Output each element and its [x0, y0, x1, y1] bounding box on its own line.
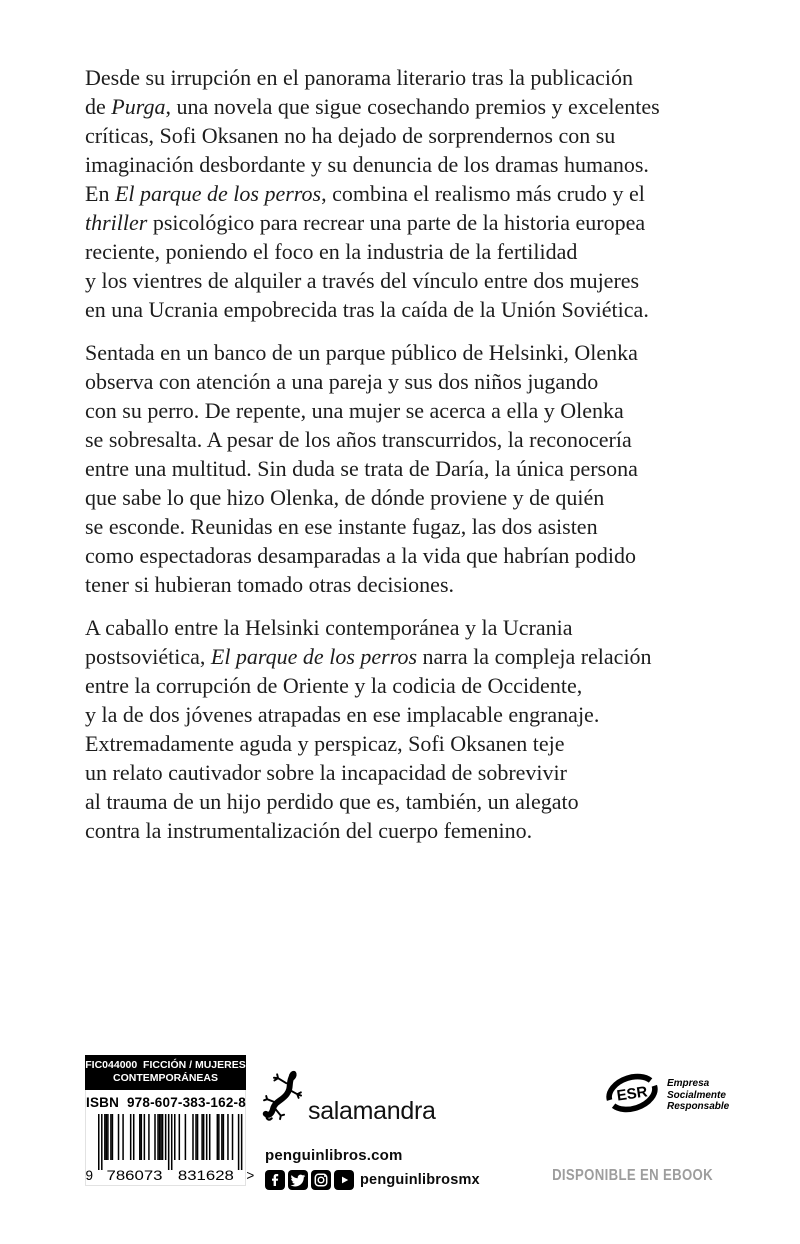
- synopsis-line: tener si hubieran tomado otras decisiones.: [85, 572, 455, 597]
- synopsis-paragraph: [85, 613, 660, 845]
- synopsis-line: entre la corrupción de Oriente y la codicia de Occidente,: [85, 673, 583, 698]
- publisher-name: salamandra: [308, 1097, 436, 1125]
- category-label-line1: FIC044000 FICCIÓN / MUJERES: [85, 1059, 246, 1071]
- synopsis-line: con su perro. De repente, una mujer se acerca a ella y Olenka: [85, 398, 624, 423]
- synopsis-line: observa con atención a una pareja y sus dos niños jugando: [85, 369, 599, 394]
- synopsis-line: y los vientres de alquiler a través del vínculo entre dos mujeres: [85, 268, 640, 293]
- isbn-box: [85, 1090, 255, 1186]
- twitter-icon: [288, 1170, 308, 1190]
- category-label-line2: CONTEMPORÁNEAS: [112, 1072, 218, 1084]
- synopsis-line: Extremadamente aguda y perspicaz, Sofi Oksanen teje: [85, 731, 565, 756]
- esr-acronym: ESR: [615, 1083, 649, 1105]
- synopsis-paragraph: [85, 63, 660, 324]
- instagram-icon: [311, 1170, 331, 1190]
- website-url: penguinlibros.com: [265, 1147, 403, 1164]
- synopsis-line: al trauma de un hijo perdido que es, también, un alegato: [85, 789, 579, 814]
- esr-logo: [606, 1071, 729, 1120]
- synopsis-line: Desde su irrupción en el panorama literario tras la publicación: [85, 65, 633, 90]
- synopsis-line: imaginación desbordante y su denuncia de los dramas humanos.: [85, 152, 649, 177]
- synopsis-paragraph: [85, 338, 660, 599]
- svg-text:831628: 831628: [177, 1168, 234, 1183]
- synopsis-line: entre una multitud. Sin duda se trata de Daría, la única persona: [85, 456, 638, 481]
- svg-text:>: >: [246, 1168, 255, 1183]
- ebook-availability: DISPONIBLE EN EBOOK: [552, 1167, 713, 1184]
- synopsis-line: como espectadoras desamparadas a la vida que habrían podido: [85, 543, 637, 568]
- synopsis-line: thriller psicológico para recrear una parte de la historia europea: [85, 210, 646, 235]
- synopsis-line: contra la instrumentalización del cuerpo femenino.: [85, 818, 533, 843]
- synopsis-line: críticas, Sofi Oksanen no ha dejado de sorprendernos con su: [85, 123, 616, 148]
- category-label: [85, 1055, 246, 1090]
- synopsis-line: en una Ucrania empobrecida tras la caída de la Unión Soviética.: [85, 297, 649, 322]
- synopsis-line: postsoviética, El parque de los perros narra la compleja relación: [85, 644, 652, 669]
- ean13-barcode: [85, 1114, 255, 1183]
- synopsis-line: se sobresalta. A pesar de los años transcurridos, la reconocería: [85, 427, 632, 452]
- barcode-block: [85, 1055, 255, 1186]
- synopsis-line: se esconde. Reunidas en ese instante fugaz, las dos asisten: [85, 514, 598, 539]
- synopsis-line: Sentada en un banco de un parque público de Helsinki, Olenka: [85, 340, 638, 365]
- synopsis-line: que sabe lo que hizo Olenka, de dónde proviene y de quién: [85, 485, 605, 510]
- synopsis: [85, 63, 660, 859]
- svg-text:786073: 786073: [106, 1168, 163, 1183]
- esr-caption: [667, 1078, 729, 1113]
- salamandra-lizard-icon: [263, 1068, 305, 1129]
- esr-oval-icon: [606, 1071, 658, 1120]
- facebook-icon: [265, 1170, 285, 1190]
- esr-caption-line: Empresa: [667, 1078, 710, 1090]
- esr-caption-line: Socialmente: [667, 1089, 726, 1101]
- isbn-label: ISBN 978-607-383-162-8: [86, 1095, 246, 1110]
- svg-text:9: 9: [85, 1168, 93, 1183]
- synopsis-line: y la de dos jóvenes atrapadas en ese implacable engranaje.: [85, 702, 600, 727]
- synopsis-line: de Purga, una novela que sigue cosechando premios y excelentes: [85, 94, 660, 119]
- social-row: [265, 1170, 480, 1190]
- synopsis-line: En El parque de los perros, combina el realismo más crudo y el: [85, 181, 645, 206]
- synopsis-line: A caballo entre la Helsinki contemporánea y la Ucrania: [85, 615, 573, 640]
- social-handle: penguinlibrosmx: [360, 1172, 480, 1188]
- synopsis-line: un relato cautivador sobre la incapacidad de sobrevivir: [85, 760, 567, 785]
- youtube-icon: [334, 1170, 354, 1190]
- publisher-brand: [263, 1068, 436, 1129]
- synopsis-line: reciente, poniendo el foco en la industria de la fertilidad: [85, 239, 578, 264]
- esr-caption-line: Responsable: [667, 1101, 730, 1113]
